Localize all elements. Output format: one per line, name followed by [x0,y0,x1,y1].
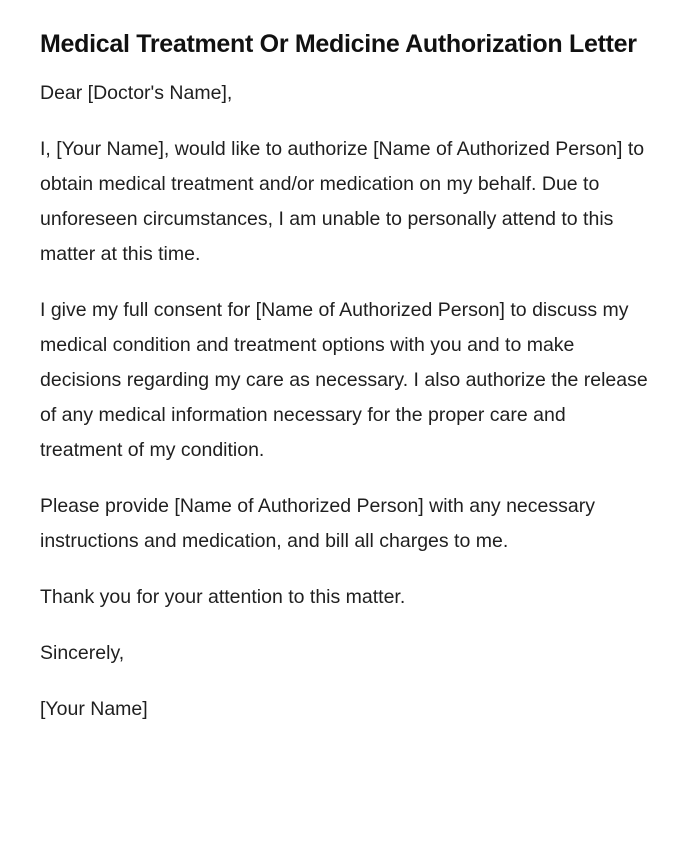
body-paragraph-2: I give my full consent for [Name of Authorized Person] to discuss my medical condition and treatment options with you and to make decisions regarding my care as necessary. I also authorize the release of any medical information necessary for the proper care and treatment of my condition. [40,299,648,461]
letter-document [40,22,650,748]
body-paragraph-3: Please provide [Name of Authorized Person] with any necessary instructions and medication, and bill all charges to me. [40,495,595,552]
body-paragraph-4: Thank you for your attention to this matter. [40,586,406,608]
document-title: Medical Treatment Or Medicine Authorization Letter [40,30,637,58]
salutation: Dear [Doctor's Name], [40,82,233,104]
signature-name: [Your Name] [40,698,148,720]
body-paragraph-1: I, [Your Name], would like to authorize [Name of Authorized Person] to obtain medical treatment and/or medication on my behalf. Due to unforeseen circumstances, I am unable to personally attend to this matter at this time. [40,138,645,265]
closing: Sincerely, [40,642,125,664]
